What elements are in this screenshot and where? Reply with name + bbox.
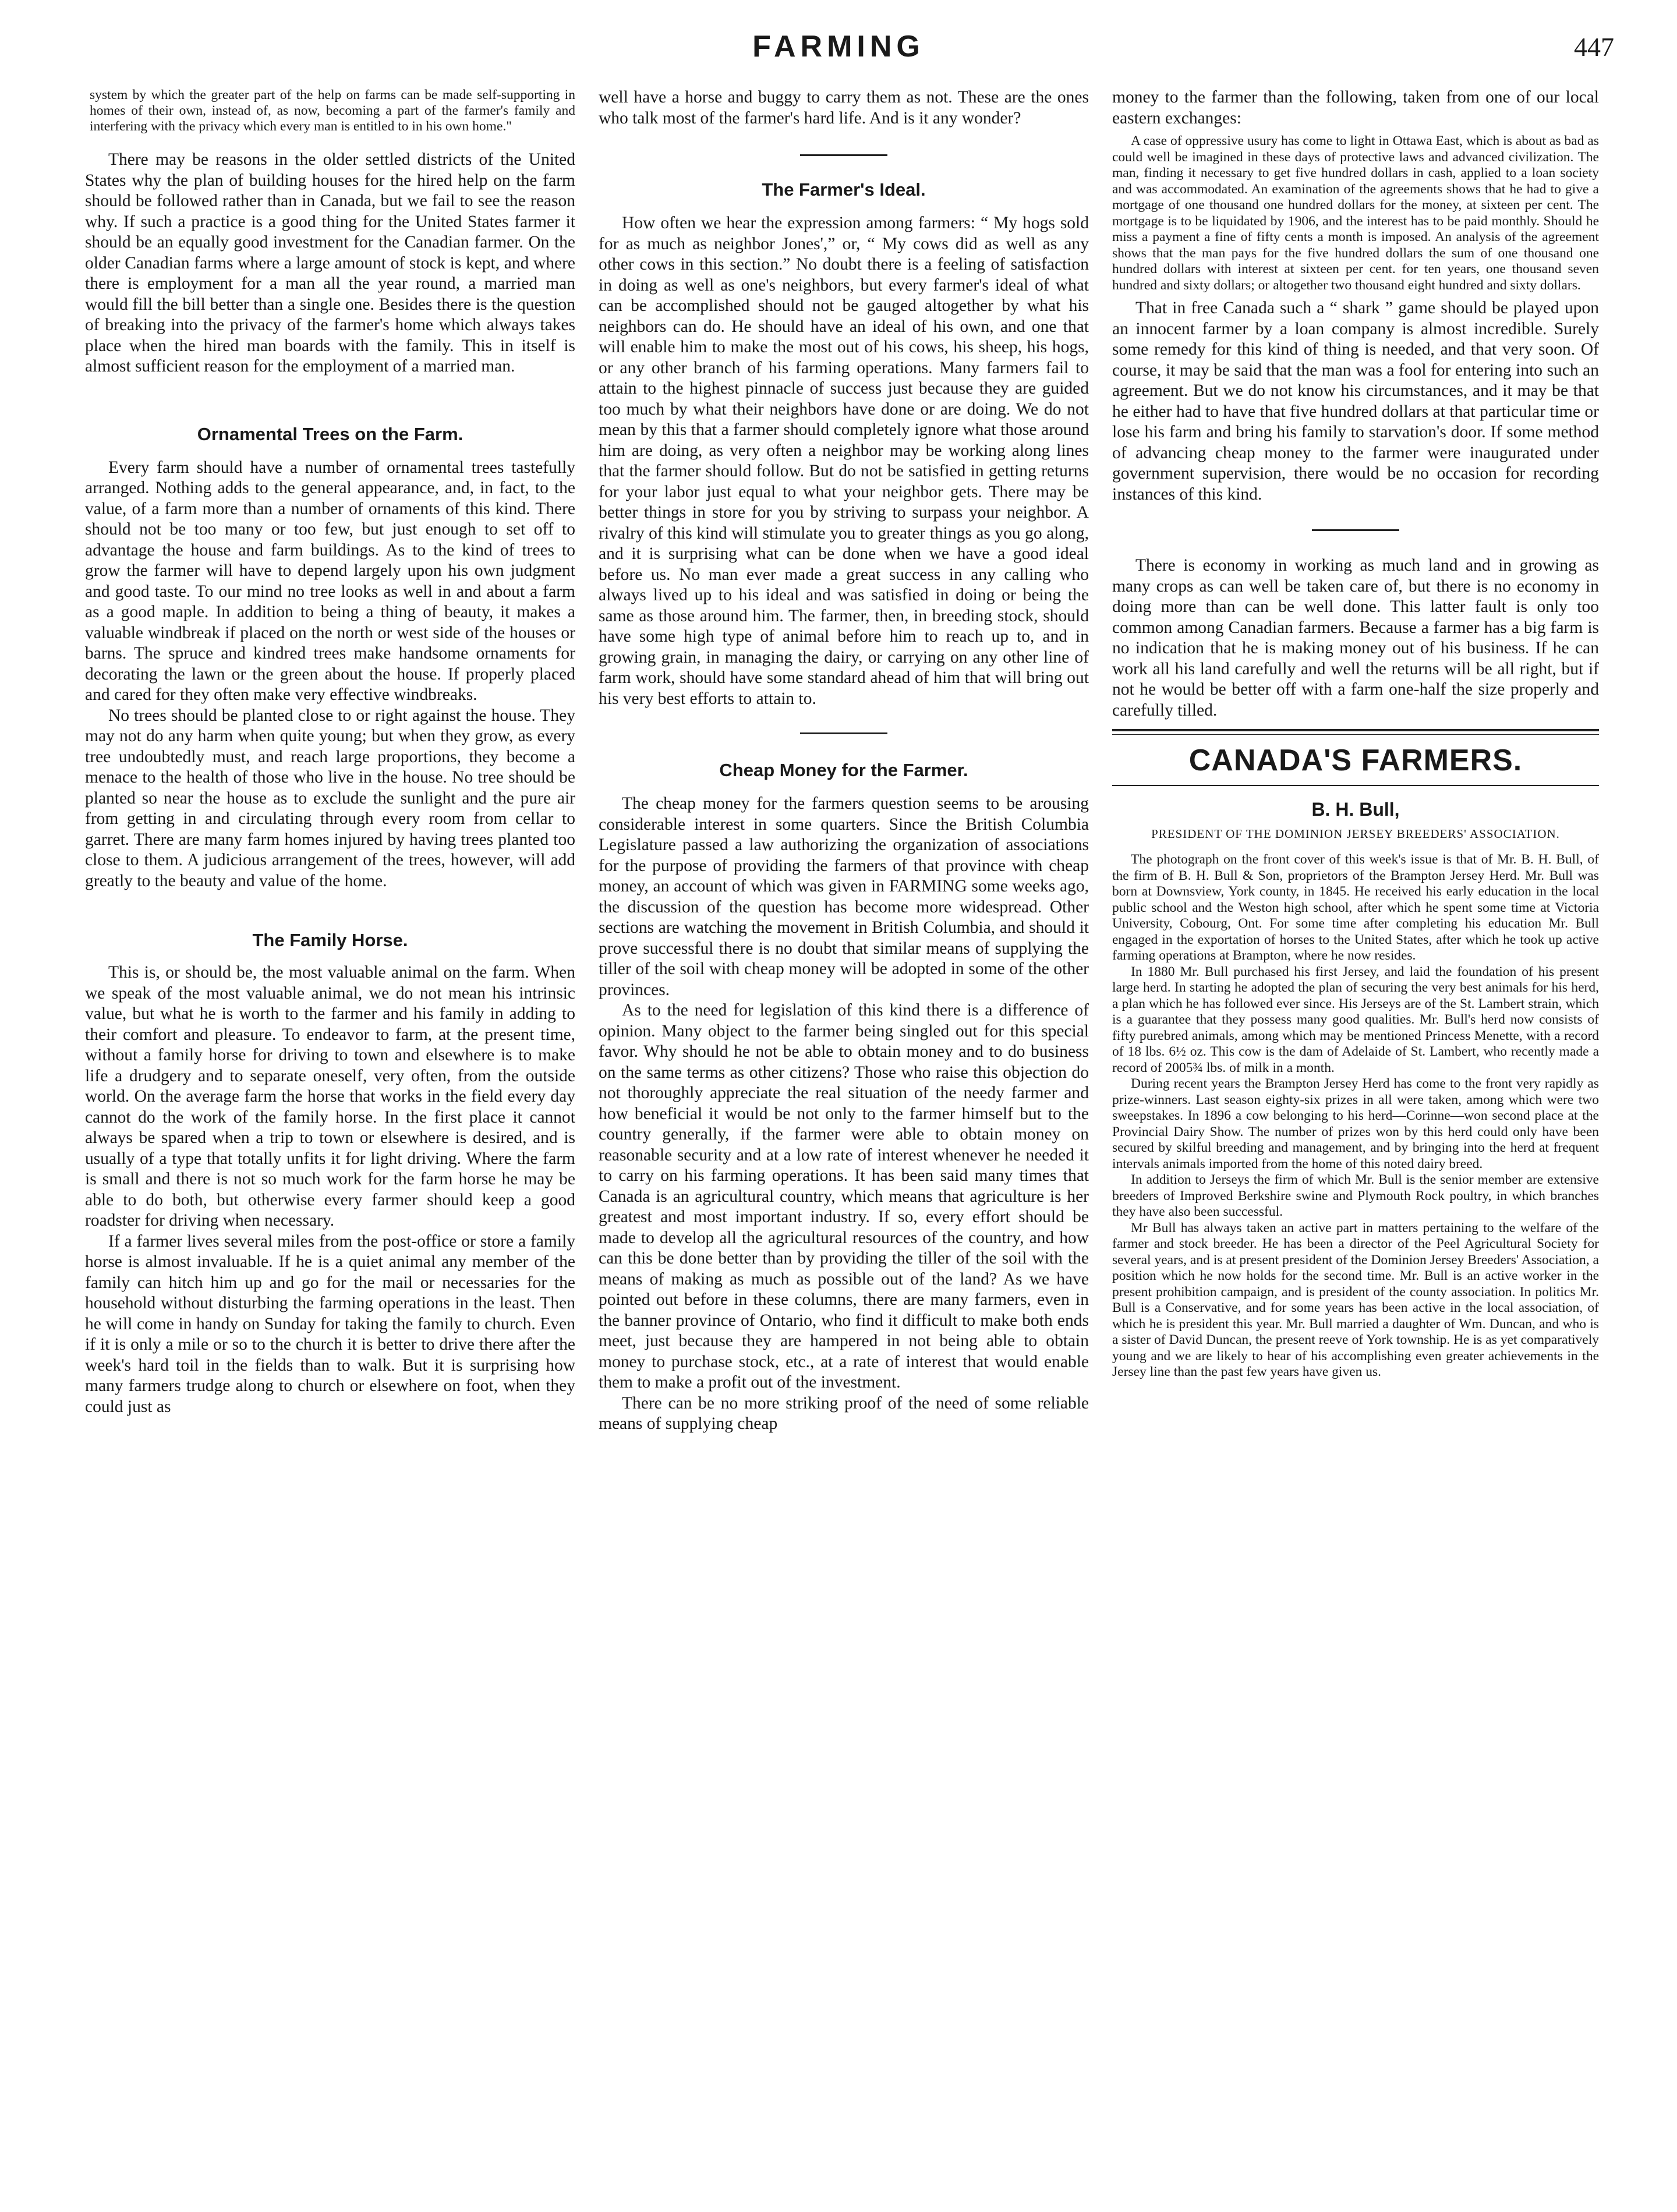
section-heading: The Farmer's Ideal. [762, 179, 926, 200]
article-paragraph: There can be no more striking proof of the need of some reliable means of supplying cheap [599, 1393, 1089, 1433]
person-title: PRESIDENT OF THE DOMINION JERSEY BREEDERS' ASSOCIATION. [1151, 827, 1560, 841]
article-paragraph: If a farmer lives several miles from the post-office or store a family horse is almost invaluable. If he is a quiet animal any member of the family can hitch him up and go for the mail or necessaries for the household without disturbing the farming operations in the least. Then he will come in handy on Sunday for taking the family to church. Even if it is only a mile or so to the church it is better to drive there after the week's hard toil in the fields than to walk. But it is surprising how many farmers trudge along to church or elsewhere on foot, when they could just as [85, 1231, 575, 1416]
article-paragraph: As to the need for legislation of this kind there is a difference of opinion. Many object to the farmer being singled out for this special favor. Why should he not be able to obtain money and to do business on the same terms as other citizens? Those who raise this objection do not thoroughly appreciate the real situation of the needy farmer and how beneficial it would be not only to the farmer himself but to the country generally, if the farmer were able to obtain money on reasonable security and at a low rate of interest whenever he needed it to carry on his farming operations. It has been said many times that Canada is an agricultural country, which means that agriculture is her greatest and most important industry. If so, every effort should be made to develop all the agricultural resources of the country, and how can this be done better than by providing the tiller of the soil with the means of making as much as possible out of the land? As we have pointed out before in these columns, there are many farmers, even in the banner province of Ontario, who find it difficult to make both ends meet, just because they are hampered in not being able to obtain money to purchase stock, etc., at a rate of interest that would enable them to make a profit out of the investment. [599, 1001, 1089, 1392]
page-header [0, 29, 1677, 76]
article-paragraph: How often we hear the expression among farmers: “ My hogs sold for as much as neighbor Jones',” or, “ My cows did as well as any other cows in this section.” No doubt there is a feeling of satisfaction in doing as well as one's neighbors, but every farmer's ideal of what can be accomplished should not be gauged altogether by what his neighbors can do. He should have an ideal of his own, and one that will enable him to make the most out of his cows, his sheep, his hogs, or any other branch of his farming operations. Many farmers fail to attain to the highest pinnacle of success just because they are guided too much by what their neighbors have done or are doing. We do not mean by this that a farmer should completely ignore what those around him are doing, as very often a neighbor may be working along lines that the farmer should follow. But do not be satisfied in getting returns for your labor just equal to what your neighbor gets. There may be better things in store for you by striving to surpass your neighbor. A rivalry of this kind will stimulate you to greater things as you go along, and it is surprising what can be done when we have a good ideal before us. No man ever made a great success in any calling who always lived up to his ideal and was satisfied in doing or being the same as those around him. The farmer, then, in breeding stock, should have some high type of animal before him to reach up to, and in growing grain, in managing the dairy, or carrying on any other line of farm work, should have some standard ahead of him that will bring out his very best efforts to attain to. [599, 214, 1089, 708]
article-paragraph: There is economy in working as much land and in growing as many crops as can well be taken care of, but there is no economy in doing more than can be well done. This latter fault is only too common among Canadian farmers. Because a farmer has a big farm is no indication that he is making money out of his business. If he can work all his land carefully and well the returns will be all right, but if not he would be better off with a farm one-half the size properly and carefully tilled. [1112, 556, 1599, 720]
column-1 [85, 87, 575, 1417]
quoted-excerpt: system by which the greater part of the help on farms can be made self-supporting in homes of their own, instead of, as now, becoming a part of the farmer's family and interfering with the privacy which every man is entitled to in his own home." [90, 87, 575, 134]
bio-paragraph: During recent years the Brampton Jersey Herd has come to the front very rapidly as prize-winners. Last season eighty-six prizes in all were taken, among which were two sweepstakes. In 1896 a cow belonging to his herd—Corinne—won second place at the Provincial Dairy Show. The number of prizes won by this herd could only have been secured by skilful breeding and management, and by bringing into the herd at frequent intervals animals imported from the home of this noted dairy breed. [1112, 1076, 1599, 1172]
article-paragraph: There may be reasons in the older settled districts of the United States why the plan of building houses for the hired help on the farm should be followed rather than in Canada, but we fail to see the reason why. If such a practice is a good thing for the United States farmer it should be an equally good investment for the Canadian farmer. On the older Canadian farms where a large amount of stock is kept, and where there is employment for a man all the year round, a married man would fill the bill better than a single one. Besides there is the question of breaking into the privacy of the farmer's home which always takes place when the hired man boards with the family. This in itself is almost sufficient reason for the employment of a married man. [85, 150, 575, 376]
person-name: B. H. Bull, [1311, 799, 1400, 820]
section-heading: Ornamental Trees on the Farm. [197, 423, 464, 444]
column-2 [599, 87, 1089, 1435]
section-heading: The Family Horse. [252, 930, 408, 950]
separator-rule [1312, 529, 1399, 531]
separator-rule [800, 732, 887, 734]
article-paragraph: money to the farmer than the following, taken from one of our local eastern exchanges: [1112, 88, 1599, 128]
double-rule-bottom [1112, 734, 1599, 735]
bio-paragraph: Mr Bull has always taken an active part in matters pertaining to the welfare of the farmer and stock breeder. He has been a director of the Peel Agricultural Society for several years, and is at present president of the Dominion Jersey Breeders' Association, a position which he now holds for the second time. Mr. Bull is an active worker in the present prohibition campaign, and is president of the county association. In politics Mr. Bull is a Conservative, and for some years has been active in the local association, of which he is president this year. Mr. Bull married a daughter of Wm. Duncan, and who is a sister of David Duncan, the present reeve of York township. He is as yet comparatively young and we are likely to hear of his accomplishing even greater achievements in the Jersey line than the past few years have given us. [1112, 1220, 1599, 1379]
article-paragraph: That in free Canada such a “ shark ” game should be played upon an innocent farmer by a loan company is almost incredible. Surely some remedy for this kind of thing is needed, and that very soon. Of course, it may be said that the man was a fool for entering into such an agreement. But we do not know his circumstances, and it may be that he either had to have that five hundred dollars at that particular time or lose his farm and bring his family to starvation's door. If some method of advancing cheap money to the farmer were inaugurated under government supervision, there would be no occasion for recording instances of this kind. [1112, 299, 1599, 504]
article-paragraph: This is, or should be, the most valuable animal on the farm. When we speak of the most valuable animal, we do not mean his intrinsic value, but what he is worth to the farmer and his family in adding to their comfort and pleasure. To endeavor to farm, at the present time, without a family horse for driving to town and elsewhere is to make life a drudgery and to separate oneself, very often, from the outside world. On the average farm the horse that works in the field every day cannot do the work of the family horse. In the first place it cannot always be spared when a trip to town or elsewhere is desired, and is usually of a type that totally unfits it for light driving. Where the farm is small and there is not so much work for the farm horse he may be able to do both, but otherwise every farmer should keep a good roadster for driving when necessary. [85, 963, 575, 1230]
section-heading: Cheap Money for the Farmer. [719, 760, 968, 780]
running-title: FARMING [752, 30, 925, 63]
bio-paragraph: In 1880 Mr. Bull purchased his first Jersey, and laid the foundation of his present large herd. In starting he adopted the plan of securing the very best animals for his herd, a plan which he has followed ever since. His Jerseys are of the St. Lambert strain, which is a guarantee that they possess many good qualities. Mr. Bull's herd now consists of fifty purebred animals, among which may be mentioned Princess Menette, with a record of 18 lbs. 6½ oz. This cow is the dam of Adelaide of St. Lambert, who recently made a record of 2005¾ lbs. of milk in a month. [1112, 964, 1599, 1075]
separator-rule [1112, 785, 1599, 786]
column-3 [1112, 87, 1599, 1381]
article-paragraph: Every farm should have a number of ornamental trees tastefully arranged. Nothing adds to the general appearance, and, in fact, to the value, of a farm more than a number of ornaments of this kind. There should not be too many or too few, but just enough to set off to advantage the house and farm buildings. As to the kind of trees to grow the farmer will have to depend largely upon his own judgment and good taste. To our mind no tree looks as well in and about a farm as a good maple. In addition to being a thing of beauty, it makes a valuable windbreak if placed on the north or west side of the houses or barns. The spruce and kindred trees make handsome ornaments for decorating the lawn or the green about the house. If properly placed and cared for they often make very effective windbreaks. [85, 458, 575, 704]
quoted-excerpt: A case of oppressive usury has come to light in Ottawa East, which is about as bad as could well be imagined in these days of protective laws and advanced civilization. The man, finding it necessary to get five hundred dollars in cash, applied to a loan society and was accommodated. An examination of the agreements shows that he had to give a mortgage of one thousand one hundred dollars for the money, at sixteen per cent. The mortgage is to be liquidated by 1906, and the interest has to be paid monthly. Should he miss a payment a fine of fifty cents a month is imposed. An analysis of the agreement shows that the man pays for the five hundred dollars the sum of one thousand one hundred dollars with interest at sixteen per cent. for ten years, one thousand seven hundred and sixty dollars; or altogether two thousand eight hundred and sixty dollars. [1112, 133, 1599, 293]
article-paragraph: well have a horse and buggy to carry them as not. These are the ones who talk most of the farmer's hard life. And is it any wonder? [599, 88, 1089, 128]
bio-paragraph: In addition to Jerseys the firm of which Mr. Bull is the senior member are extensive breeders of Improved Berkshire swine and Plymouth Rock poultry, in which branches they have also been successful. [1112, 1172, 1599, 1219]
page-number: 447 [1574, 32, 1614, 62]
separator-rule [800, 154, 887, 156]
article-paragraph: The cheap money for the farmers question seems to be arousing considerable interest in some quarters. Since the British Columbia Legislature passed a law authorizing the organization of associations for the purpose of providing the farmers of that province with cheap money, an account of which was given in FARMING some weeks ago, the discussion of the question has become more widespread. Other sections are watching the movement in British Columbia, and should it prove successful there is no doubt that similar means of supplying the tiller of the soil with cheap money will be adopted in some of the other provinces. [599, 794, 1089, 999]
bio-paragraph: The photograph on the front cover of this week's issue is that of Mr. B. H. Bull, of the firm of B. H. Bull & Son, proprietors of the Brampton Jersey Herd. Mr. Bull was born at Downsview, York county, in 1845. He received his early education in the local public school and the Weston high school, after which he spent some time at Victoria University, Cobourg, Ont. For some time after completing his education Mr. Bull engaged in the exportation of horses to the United States, after which he took up active farming operations at Brampton, where he now resides. [1112, 852, 1599, 963]
article-paragraph: No trees should be planted close to or right against the house. They may not do any harm when quite young; but when they grow, as every tree undoubtedly must, and reach large proportions, they become a menace to the health of those who live in the house. No tree should be planted so near the house as to exclude the sunlight and the pure air from getting in and circulating through every room from cellar to garret. There are many farm homes injured by having trees planted too close to them. A judicious arrangement of the trees, however, will add greatly to the beauty and value of the home. [85, 706, 575, 890]
double-rule-top [1112, 729, 1599, 731]
section-title: CANADA'S FARMERS. [1188, 744, 1523, 777]
